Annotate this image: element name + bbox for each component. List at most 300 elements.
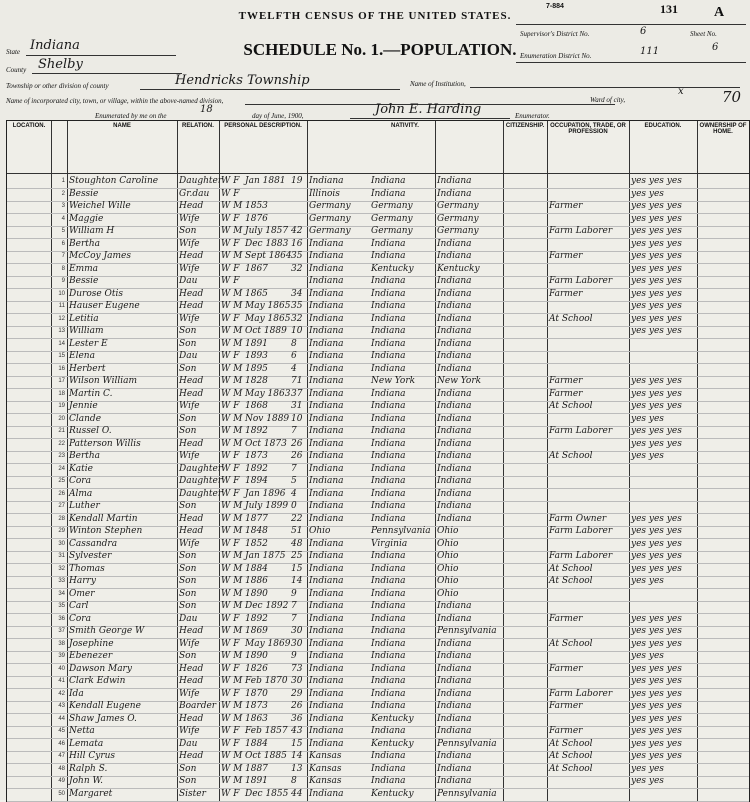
cell-mother: Indiana	[437, 613, 472, 624]
cell-edu: yes yes yes	[631, 201, 682, 211]
row-number: 50	[58, 790, 65, 797]
cell-father: Kentucky	[371, 713, 414, 724]
table-row	[7, 788, 749, 802]
cell-rel: Son	[179, 576, 197, 586]
cell-birth: 1894	[245, 476, 268, 486]
cell-father: Indiana	[371, 388, 406, 399]
cell-rel: Head	[179, 513, 204, 524]
cell-father: Indiana	[371, 576, 406, 586]
cell-sex: W M	[221, 713, 243, 724]
cell-name: Patterson Willis	[69, 438, 141, 449]
cell-edu: yes yes yes	[631, 276, 682, 286]
cell-age: 29	[291, 688, 303, 699]
cell-name: Clande	[69, 413, 102, 424]
cell-father: Indiana	[371, 688, 406, 699]
cell-father: Indiana	[371, 351, 406, 361]
cell-name: Katie	[69, 463, 93, 474]
cell-sex: W F	[221, 538, 240, 549]
cell-sex: W M	[221, 651, 243, 661]
cell-occ: Farmer	[549, 613, 583, 624]
cell-rel: Head	[179, 663, 204, 674]
cell-birth: May 1869	[245, 638, 291, 649]
margin-number: 70	[722, 88, 742, 106]
cell-name: Kendall Eugene	[69, 701, 141, 711]
state-value: Indiana	[30, 38, 80, 53]
cell-place: Indiana	[309, 301, 344, 311]
cell-place: Indiana	[309, 513, 344, 524]
cell-rel: Son	[179, 588, 197, 599]
cell-place: Indiana	[309, 788, 344, 799]
cell-age: 9	[291, 651, 297, 661]
cell-age: 36	[291, 713, 303, 724]
cell-mother: Ohio	[437, 588, 459, 599]
cell-rel: Wife	[179, 401, 200, 411]
cell-name: Luther	[69, 501, 100, 511]
cell-age: 35	[291, 301, 303, 311]
cell-rel: Head	[179, 201, 204, 211]
cell-birth: Jan 1875	[245, 551, 286, 561]
cell-sex: W M	[221, 251, 243, 261]
cell-birth: 1886	[245, 576, 268, 586]
cell-sex: W M	[221, 201, 243, 211]
cell-edu: yes yes	[631, 413, 664, 424]
cell-mother: Ohio	[437, 576, 459, 586]
cell-name: Wilson William	[69, 376, 138, 386]
cell-place: Indiana	[309, 176, 344, 186]
cell-father: Kentucky	[371, 788, 414, 799]
state-label: State	[6, 48, 20, 56]
cell-rel: Wife	[179, 263, 200, 274]
row-number: 28	[58, 515, 65, 522]
cell-age: 32	[291, 263, 303, 274]
cell-rel: Son	[179, 601, 197, 611]
cell-edu: yes yes	[631, 651, 664, 661]
cell-name: Elena	[69, 351, 95, 361]
cell-edu: yes yes yes	[631, 701, 682, 711]
cell-father: New York	[371, 376, 416, 386]
cell-rel: Wife	[179, 451, 200, 461]
cell-name: Lester E	[69, 338, 108, 349]
cell-father: Indiana	[371, 763, 406, 774]
row-number: 35	[58, 603, 65, 609]
cell-name: Letitia	[69, 313, 99, 324]
cell-mother: Indiana	[437, 513, 472, 524]
cell-age: 30	[291, 676, 303, 686]
cell-age: 7	[291, 601, 297, 611]
cell-name: McCoy James	[69, 251, 131, 261]
cell-occ: Farmer	[549, 663, 583, 674]
cell-name: Smith George W	[69, 626, 145, 636]
cell-mother: Indiana	[437, 751, 472, 761]
cell-place: Indiana	[309, 426, 344, 436]
cell-father: Indiana	[371, 726, 406, 736]
cell-rel: Wife	[179, 538, 200, 549]
cell-place: Indiana	[309, 401, 344, 411]
cell-birth: 1853	[245, 201, 268, 211]
cell-mother: Indiana	[437, 638, 472, 649]
cell-place: Indiana	[309, 638, 344, 649]
cell-father: Indiana	[371, 513, 406, 524]
cell-father: Indiana	[371, 751, 406, 761]
cell-place: Indiana	[309, 338, 344, 349]
cell-birth: Nov 1889	[245, 413, 290, 424]
cell-age: 10	[291, 413, 303, 424]
cell-sex: W F	[221, 488, 240, 499]
cell-father: Indiana	[371, 301, 406, 311]
cell-father: Indiana	[371, 651, 406, 661]
cell-father: Indiana	[371, 613, 406, 624]
cell-edu: yes yes yes	[631, 176, 682, 186]
cell-name: Stoughton Caroline	[69, 176, 159, 186]
cell-place: Kansas	[309, 751, 342, 761]
row-number: 22	[58, 440, 65, 447]
cell-sex: W M	[221, 701, 243, 711]
cell-sex: W M	[221, 626, 243, 636]
cell-place: Indiana	[309, 501, 344, 511]
row-number: 9	[61, 278, 65, 284]
row-number: 21	[58, 428, 65, 434]
row-number: 33	[58, 578, 65, 584]
row-number: 41	[58, 678, 65, 684]
cell-place: Indiana	[309, 313, 344, 324]
row-number: 29	[58, 528, 65, 534]
cell-edu: yes yes yes	[631, 626, 682, 636]
cell-occ: Farmer	[549, 288, 583, 299]
cell-father: Indiana	[371, 601, 406, 611]
cell-rel: Boarder	[179, 701, 217, 711]
cell-age: 13	[291, 763, 303, 774]
enumerator-label: Enumerator.	[515, 112, 550, 120]
cell-place: Indiana	[309, 713, 344, 724]
row-number: 19	[58, 403, 65, 409]
cell-age: 14	[291, 576, 303, 586]
cell-name: Russel O.	[69, 426, 112, 436]
cell-rel: Son	[179, 413, 197, 424]
cell-occ: Farm Laborer	[549, 276, 613, 286]
cell-rel: Son	[179, 426, 197, 436]
cell-birth: 1868	[245, 401, 268, 411]
cell-occ: Farm Laborer	[549, 226, 613, 236]
cell-sex: W M	[221, 438, 243, 449]
row-number: 44	[58, 715, 65, 722]
cell-edu: yes yes yes	[631, 563, 682, 574]
cell-name: Ida	[69, 688, 84, 699]
cell-place: Indiana	[309, 251, 344, 261]
cell-place: Indiana	[309, 576, 344, 586]
cell-birth: Oct 1889	[245, 326, 287, 336]
cell-name: Emma	[69, 263, 99, 274]
cell-birth: Feb 1857	[245, 726, 288, 736]
cell-birth: 1890	[245, 588, 268, 599]
row-number: 11	[58, 303, 65, 309]
cell-place: Indiana	[309, 388, 344, 399]
cell-father: Indiana	[371, 326, 406, 336]
cell-father: Indiana	[371, 638, 406, 649]
row-number: 16	[58, 365, 65, 372]
cell-rel: Head	[179, 626, 204, 636]
cell-father: Indiana	[371, 276, 406, 286]
cell-birth: 1892	[245, 613, 268, 624]
cell-edu: yes yes	[631, 451, 664, 461]
cell-rel: Wife	[179, 238, 200, 249]
cell-sex: W F	[221, 313, 240, 324]
cell-mother: Indiana	[437, 363, 472, 374]
cell-edu: yes yes yes	[631, 213, 682, 224]
cell-age: 10	[291, 326, 303, 336]
cell-edu: yes yes yes	[631, 676, 682, 686]
incorporated-label: Name of incorporated city, town, or village, within the above-named division,	[6, 97, 224, 105]
cell-mother: Indiana	[437, 676, 472, 686]
header-divider	[7, 173, 749, 174]
cell-place: Indiana	[309, 276, 344, 286]
cell-age: 0	[291, 501, 297, 511]
cell-father: Indiana	[371, 476, 406, 486]
cell-name: Cora	[69, 476, 91, 486]
cell-age: 34	[291, 288, 303, 299]
cell-birth: 1852	[245, 538, 268, 549]
cell-sex: W F	[221, 263, 240, 274]
row-number: 32	[58, 565, 65, 572]
schedule-title: SCHEDULE No. 1.—POPULATION.	[243, 40, 517, 59]
cell-sex: W M	[221, 751, 243, 761]
cell-rel: Head	[179, 676, 204, 686]
cell-sex: W M	[221, 426, 243, 436]
cell-mother: Ohio	[437, 551, 459, 561]
cell-place: Illinois	[309, 188, 340, 199]
cell-place: Indiana	[309, 363, 344, 374]
supervisor-value: 6	[640, 26, 647, 37]
cell-age: 43	[291, 726, 303, 736]
cell-name: Cassandra	[69, 538, 118, 549]
cell-rel: Head	[179, 713, 204, 724]
cell-edu: yes yes yes	[631, 426, 682, 436]
cell-age: 8	[291, 776, 297, 786]
cell-sex: W F	[221, 276, 240, 286]
cell-edu: yes yes yes	[631, 538, 682, 549]
cell-name: Shaw James O.	[69, 713, 137, 724]
cell-mother: Pennsylvania	[437, 626, 497, 636]
cell-age: 73	[291, 663, 303, 674]
row-number: 5	[61, 228, 65, 234]
cell-mother: Indiana	[437, 488, 472, 499]
cell-age: 37	[291, 388, 303, 399]
cell-sex: W M	[221, 326, 243, 336]
cell-father: Indiana	[371, 176, 406, 186]
cell-birth: July 1899	[245, 501, 289, 511]
cell-name: Martin C.	[69, 388, 113, 399]
row-number: 13	[58, 328, 65, 334]
cell-sex: W M	[221, 338, 243, 349]
cell-sex: W M	[221, 551, 243, 561]
cell-edu: yes yes yes	[631, 251, 682, 261]
row-number: 14	[58, 340, 65, 347]
cell-father: Indiana	[371, 501, 406, 511]
cell-place: Indiana	[309, 326, 344, 336]
cell-mother: Indiana	[437, 601, 472, 611]
cell-birth: 1891	[245, 776, 268, 786]
cell-rel: Dau	[179, 613, 198, 624]
cell-mother: Indiana	[437, 388, 472, 399]
cell-age: 26	[291, 451, 303, 461]
county-value: Shelby	[38, 57, 83, 72]
cell-rel: Head	[179, 376, 204, 386]
cell-edu: yes yes yes	[631, 313, 682, 324]
cell-father: Indiana	[371, 288, 406, 299]
row-number: 37	[58, 628, 65, 634]
cell-edu: yes yes yes	[631, 751, 682, 761]
cell-rel: Head	[179, 301, 204, 311]
supervisor-label: Supervisor's District No.	[520, 30, 590, 38]
cell-place: Indiana	[309, 613, 344, 624]
column-header: OCCUPATION, TRADE, OR PROFESSION	[550, 123, 626, 135]
cell-mother: Indiana	[437, 426, 472, 436]
cell-birth: 1873	[245, 451, 268, 461]
cell-birth: 1892	[245, 463, 268, 474]
cell-sex: W M	[221, 576, 243, 586]
institution-label: Name of Institution,	[410, 80, 466, 88]
row-number: 34	[58, 590, 65, 597]
cell-mother: Kentucky	[437, 263, 480, 274]
cell-mother: Indiana	[437, 338, 472, 349]
cell-age: 4	[291, 363, 297, 374]
cell-place: Indiana	[309, 588, 344, 599]
cell-father: Indiana	[371, 563, 406, 574]
cell-name: Ebenezer	[69, 651, 113, 661]
cell-birth: 1892	[245, 426, 268, 436]
cell-sex: W M	[221, 363, 243, 374]
township-underline	[140, 89, 400, 90]
cell-rel: Daughter	[179, 176, 223, 186]
cell-father: Indiana	[371, 676, 406, 686]
row-number: 45	[58, 728, 65, 734]
cell-father: Indiana	[371, 463, 406, 474]
cell-rel: Son	[179, 363, 197, 374]
cell-birth: Oct 1885	[245, 751, 287, 761]
row-number: 27	[58, 503, 65, 509]
cell-birth: Dec 1883	[245, 238, 289, 249]
cell-birth: 1869	[245, 626, 268, 636]
cell-birth: 1870	[245, 688, 268, 699]
cell-sex: W F	[221, 463, 240, 474]
cell-father: Indiana	[371, 488, 406, 499]
cell-birth: Feb 1870	[245, 676, 288, 686]
cell-name: Kendall Martin	[69, 513, 138, 524]
row-number: 8	[61, 265, 65, 272]
cell-mother: Indiana	[437, 413, 472, 424]
row-number: 39	[58, 653, 65, 659]
cell-father: Indiana	[371, 401, 406, 411]
cell-name: Lemata	[69, 738, 104, 749]
cell-sex: W M	[221, 301, 243, 311]
cell-place: Indiana	[309, 538, 344, 549]
cell-father: Germany	[371, 213, 413, 224]
cell-father: Virginia	[371, 538, 408, 549]
cell-name: Weichel Wille	[69, 201, 131, 211]
cell-name: William	[69, 326, 104, 336]
cell-mother: Indiana	[437, 313, 472, 324]
cell-edu: yes yes yes	[631, 526, 682, 536]
cell-occ: At School	[549, 638, 593, 649]
row-number: 6	[61, 240, 65, 247]
cell-rel: Head	[179, 526, 204, 536]
township-label: Township or other division of county	[6, 82, 109, 90]
cell-birth: Dec 1855	[245, 788, 289, 799]
cell-name: Margaret	[69, 788, 113, 799]
cell-mother: Indiana	[437, 351, 472, 361]
sheet-label: Sheet No.	[690, 30, 717, 38]
cell-birth: 1863	[245, 713, 268, 724]
cell-occ: Farmer	[549, 201, 583, 211]
cell-birth: 1865	[245, 288, 268, 299]
cell-birth: 1895	[245, 363, 268, 374]
cell-edu: yes yes yes	[631, 638, 682, 649]
column-header: LOCATION.	[12, 123, 46, 129]
cell-father: Kentucky	[371, 263, 414, 274]
cell-name: Bertha	[69, 451, 101, 461]
cell-occ: At School	[549, 763, 593, 774]
cell-father: Indiana	[371, 363, 406, 374]
cell-age: 14	[291, 751, 303, 761]
cell-birth: May 1865	[245, 301, 291, 311]
cell-rel: Head	[179, 251, 204, 261]
cell-place: Indiana	[309, 413, 344, 424]
row-number: 25	[58, 478, 65, 484]
cell-age: 15	[291, 738, 303, 749]
cell-father: Pennsylvania	[371, 526, 431, 536]
county-label: County	[6, 66, 27, 74]
cell-sex: W F	[221, 238, 240, 249]
row-number: 24	[58, 465, 65, 472]
cell-occ: Farmer	[549, 388, 583, 399]
cell-rel: Dau	[179, 351, 198, 361]
cell-name: John W.	[69, 776, 104, 786]
cell-place: Germany	[309, 226, 351, 236]
cell-age: 16	[291, 238, 303, 249]
cell-birth: Sept 1864	[245, 251, 292, 261]
cell-age: 7	[291, 426, 297, 436]
cell-name: Clark Edwin	[69, 676, 126, 686]
cell-place: Indiana	[309, 463, 344, 474]
cell-sex: W M	[221, 563, 243, 574]
cell-mother: Indiana	[437, 451, 472, 461]
cell-place: Germany	[309, 213, 351, 224]
cell-birth: 1876	[245, 213, 268, 224]
cell-place: Indiana	[309, 451, 344, 461]
row-number: 42	[58, 690, 65, 697]
row-number: 20	[58, 415, 65, 422]
cell-edu: yes yes yes	[631, 288, 682, 299]
cell-edu: yes yes yes	[631, 438, 682, 449]
cell-occ: Farmer	[549, 726, 583, 736]
cell-mother: Indiana	[437, 463, 472, 474]
cell-edu: yes yes yes	[631, 301, 682, 311]
sheet-letter: A	[714, 5, 725, 20]
cell-rel: Dau	[179, 738, 198, 749]
row-number: 18	[58, 390, 65, 397]
cell-place: Indiana	[309, 651, 344, 661]
cell-mother: Ohio	[437, 538, 459, 549]
cell-mother: Pennsylvania	[437, 738, 497, 749]
cell-place: Indiana	[309, 476, 344, 486]
row-number: 3	[61, 203, 65, 209]
cell-mother: Indiana	[437, 663, 472, 674]
cell-place: Indiana	[309, 663, 344, 674]
cell-birth: 1877	[245, 513, 268, 524]
cell-occ: At School	[549, 401, 593, 411]
cell-rel: Head	[179, 288, 204, 299]
state-underline	[26, 55, 176, 56]
cell-age: 19	[291, 176, 303, 186]
